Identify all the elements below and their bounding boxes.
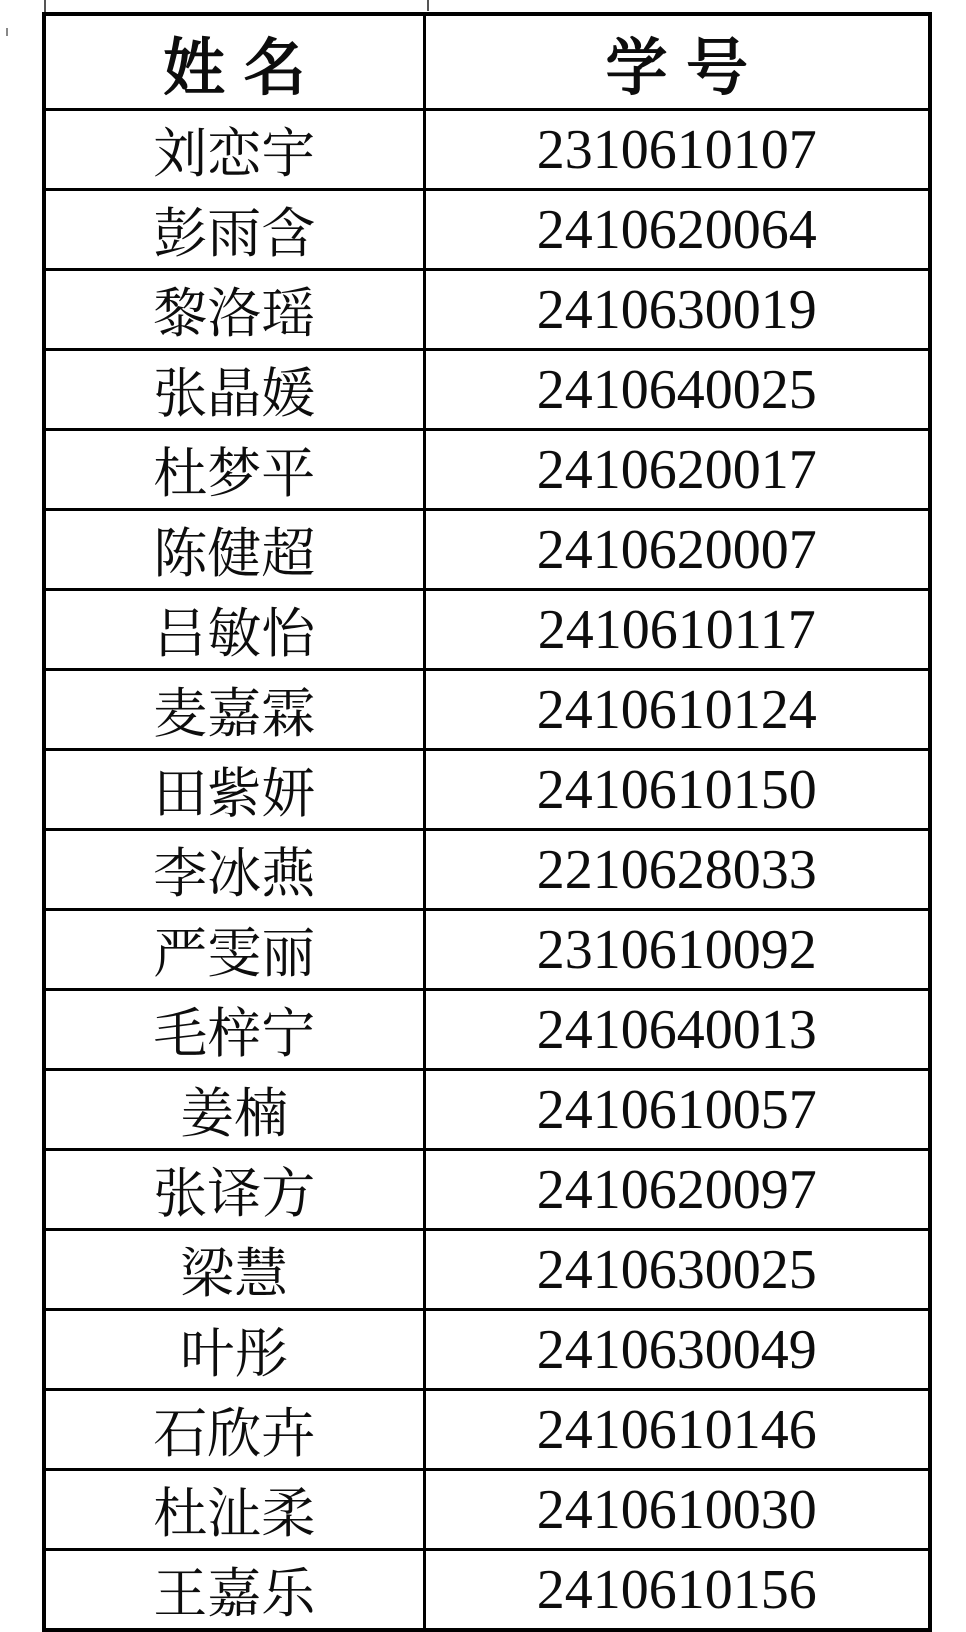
scan-tick-mark xyxy=(427,0,429,11)
table-body xyxy=(44,110,930,1631)
student-roster-table xyxy=(42,12,932,1632)
table-header xyxy=(44,14,930,110)
student-id-cell: 2410610150 xyxy=(424,750,930,830)
student-id-cell: 2310610107 xyxy=(424,110,930,190)
student-id-cell: 2410640013 xyxy=(424,990,930,1070)
student-name-cell: 吕敏怡 xyxy=(44,590,424,670)
student-id-cell: 2210628033 xyxy=(424,830,930,910)
table-row xyxy=(44,590,930,670)
student-name-cell: 李冰燕 xyxy=(44,830,424,910)
table-row xyxy=(44,1150,930,1230)
table-row xyxy=(44,750,930,830)
table-row xyxy=(44,1070,930,1150)
student-id-cell: 2410610030 xyxy=(424,1470,930,1550)
header-row xyxy=(44,14,930,110)
table-row xyxy=(44,910,930,990)
table-row xyxy=(44,1310,930,1390)
student-name-cell: 麦嘉霖 xyxy=(44,670,424,750)
student-name-cell: 杜沚柔 xyxy=(44,1470,424,1550)
student-name-cell: 刘恋宇 xyxy=(44,110,424,190)
student-name-cell: 严雯丽 xyxy=(44,910,424,990)
table-row xyxy=(44,990,930,1070)
table-row xyxy=(44,1230,930,1310)
table-row xyxy=(44,270,930,350)
student-id-cell: 2410620017 xyxy=(424,430,930,510)
student-id-cell: 2410630019 xyxy=(424,270,930,350)
student-name-cell: 彭雨含 xyxy=(44,190,424,270)
student-id-cell: 2410630049 xyxy=(424,1310,930,1390)
table-row xyxy=(44,190,930,270)
table-row xyxy=(44,1390,930,1470)
student-name-cell: 张晶媛 xyxy=(44,350,424,430)
student-id-cell: 2410640025 xyxy=(424,350,930,430)
table-row xyxy=(44,1470,930,1550)
name-column-header: 姓名 xyxy=(44,14,424,110)
student-name-cell: 梁慧 xyxy=(44,1230,424,1310)
student-name-cell: 毛梓宁 xyxy=(44,990,424,1070)
table-row xyxy=(44,350,930,430)
student-id-cell: 2410610124 xyxy=(424,670,930,750)
student-id-cell: 2310610092 xyxy=(424,910,930,990)
student-id-cell: 2410610117 xyxy=(424,590,930,670)
table-row xyxy=(44,670,930,750)
student-id-cell: 2410620007 xyxy=(424,510,930,590)
table-row xyxy=(44,110,930,190)
student-name-cell: 黎洛瑶 xyxy=(44,270,424,350)
student-name-cell: 陈健超 xyxy=(44,510,424,590)
student-name-cell: 张译方 xyxy=(44,1150,424,1230)
table-row xyxy=(44,830,930,910)
table-row xyxy=(44,1550,930,1631)
student-id-cell: 2410610057 xyxy=(424,1070,930,1150)
student-id-column-header: 学号 xyxy=(424,14,930,110)
table-row xyxy=(44,510,930,590)
student-id-cell: 2410610156 xyxy=(424,1550,930,1631)
student-name-cell: 杜梦平 xyxy=(44,430,424,510)
student-name-cell: 叶彤 xyxy=(44,1310,424,1390)
student-name-cell: 田紫妍 xyxy=(44,750,424,830)
scan-tick-mark xyxy=(6,28,8,36)
student-id-cell: 2410610146 xyxy=(424,1390,930,1470)
table-row xyxy=(44,430,930,510)
student-name-cell: 石欣卉 xyxy=(44,1390,424,1470)
student-name-cell: 王嘉乐 xyxy=(44,1550,424,1631)
student-id-cell: 2410630025 xyxy=(424,1230,930,1310)
student-id-cell: 2410620097 xyxy=(424,1150,930,1230)
student-id-cell: 2410620064 xyxy=(424,190,930,270)
student-name-cell: 姜楠 xyxy=(44,1070,424,1150)
